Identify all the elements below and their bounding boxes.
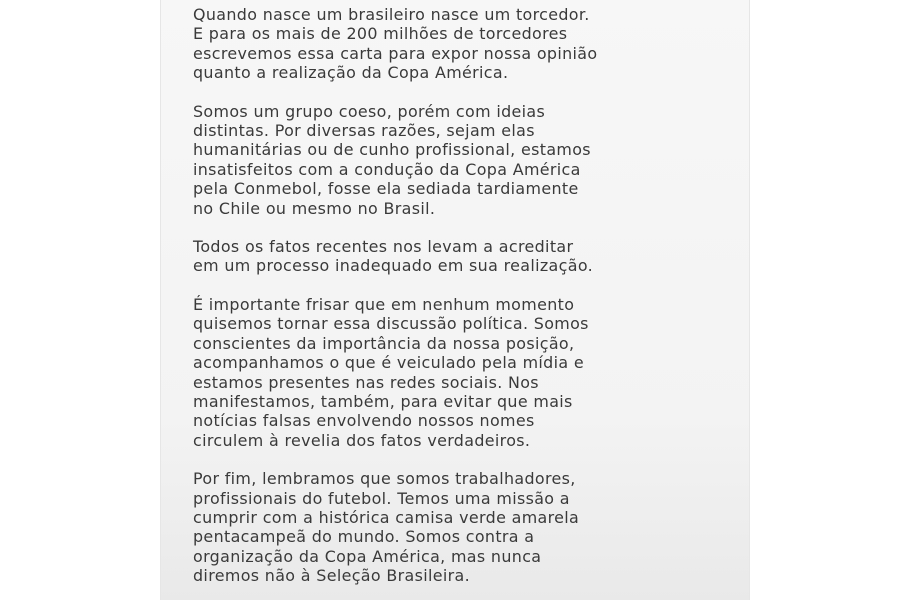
letter-paragraph-4: É importante frisar que em nenhum momento quisemos tornar essa discussão política. Somos conscientes da importância da nossa posição, acompanhamos o que é veiculado pela mídia e estamos presentes nas redes sociais. Nos manifestamos, também, para evitar que mais notícias falsas envolvendo nossos nomes circulem à revelia dos fatos verdadeiros. xyxy=(193,294,589,450)
letter-paragraph-3: Todos os fatos recentes nos levam a acreditar em um processo inadequado em sua realização. xyxy=(193,237,594,276)
letter-paragraph-5: Por fim, lembramos que somos trabalhadores, profissionais do futebol. Temos uma missão a cumprir com a histórica camisa verde amarela pentacampeã do mundo. Somos contra a organização da Copa América, mas nunca diremos não à Seleção Brasileira. xyxy=(193,469,580,586)
letter-card xyxy=(160,0,750,600)
letter-paragraph-2: Somos um grupo coeso, porém com ideias distintas. Por diversas razões, sejam elas humanitárias ou de cunho profissional, estamos insatisfeitos com a condução da Copa América pela Conmebol, fosse ela sediada tardiamente no Chile ou mesmo no Brasil. xyxy=(193,101,591,218)
letter-paragraph-1: Quando nasce um brasileiro nasce um torcedor. E para os mais de 200 milhões de torcedores escrevemos essa carta para expor nossa opinião quanto a realização da Copa América. xyxy=(193,5,598,83)
